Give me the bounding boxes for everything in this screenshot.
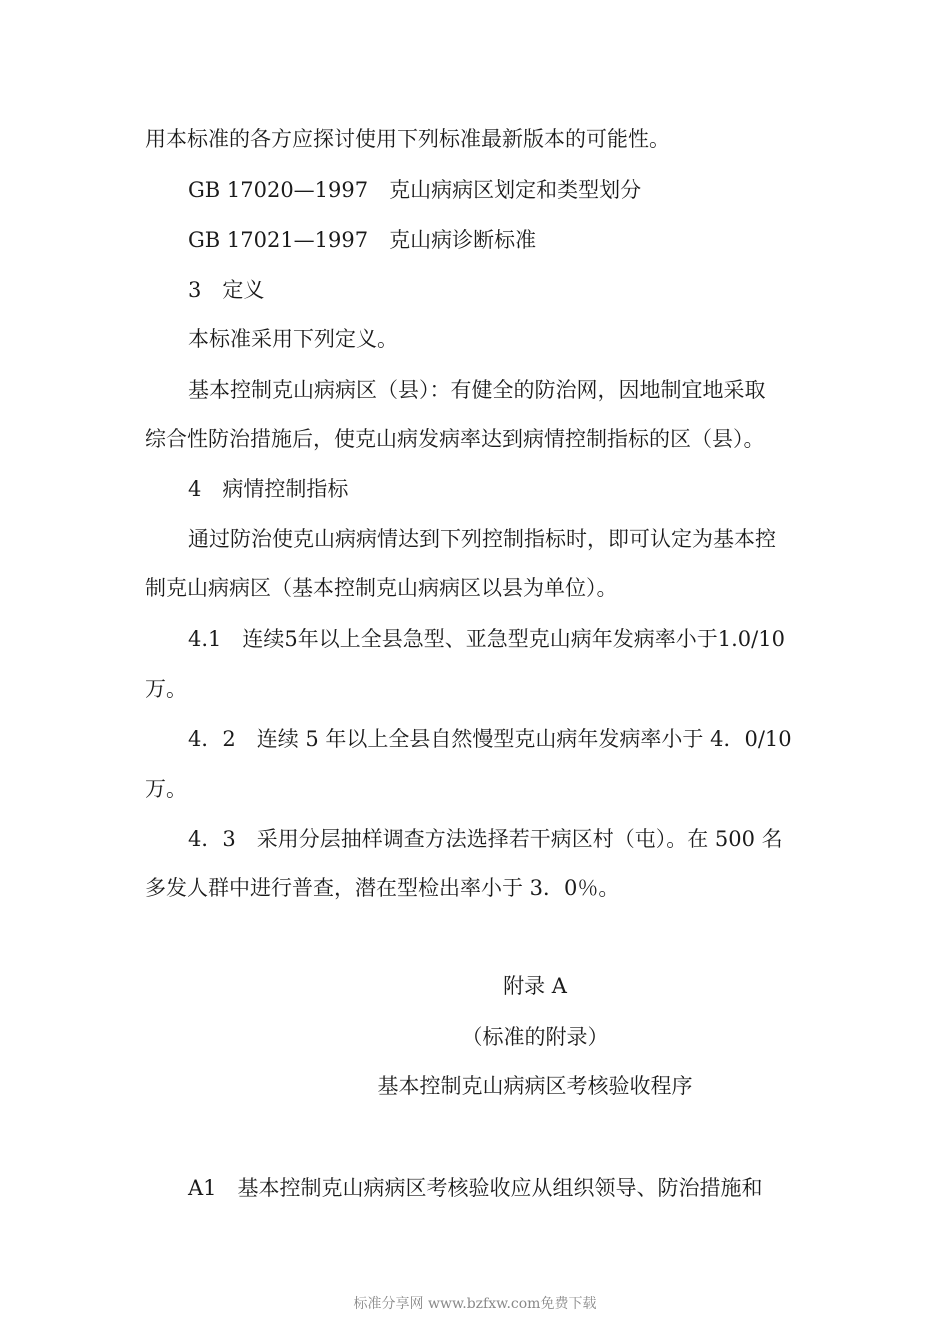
section-heading: 4 病情控制指标 <box>188 477 349 501</box>
clause-line: 万。 <box>145 777 187 801</box>
appendix-title: 基本控制克山病病区考核验收程序 <box>377 1074 693 1098</box>
body-text-line: 用本标准的各方应探讨使用下列标准最新版本的可能性。 <box>145 127 670 151</box>
clause-line: 4．3 采用分层抽样调查方法选择若干病区村（屯）。在 500 名 <box>188 827 783 851</box>
footer-watermark: 标准分享网 www.bzfxw.com免费下载 <box>353 1296 597 1312</box>
definition-line: 基本控制克山病病区（县）：有健全的防治网，因地制宜地采取 <box>188 378 766 402</box>
appendix-label: 附录 A <box>503 974 567 998</box>
clause-line: 4．2 连续 5 年以上全县自然慢型克山病年发病率小于 4．0/10 <box>188 727 792 751</box>
appendix-clause-line: A1 基本控制克山病病区考核验收应从组织领导、防治措施和 <box>188 1176 763 1200</box>
reference-standard-line: GB 17021—1997 克山病诊断标准 <box>188 228 537 252</box>
reference-standard-line: GB 17020—1997 克山病病区划定和类型划分 <box>188 178 642 202</box>
clause-line: 万。 <box>145 677 187 701</box>
body-text-line: 制克山病病区（基本控制克山病病区以县为单位）。 <box>145 576 618 600</box>
body-text-line: 通过防治使克山病病情达到下列控制指标时，即可认定为基本控 <box>188 527 776 551</box>
appendix-subtitle: （标准的附录） <box>461 1025 609 1049</box>
definition-line: 综合性防治措施后，使克山病发病率达到病情控制指标的区（县）。 <box>145 427 765 451</box>
section-heading: 3 定义 <box>188 278 265 302</box>
clause-line: 多发人群中进行普查，潜在型检出率小于 3．0％。 <box>145 876 620 900</box>
body-text-line: 本标准采用下列定义。 <box>188 327 398 351</box>
clause-line: 4.1 连续5年以上全县急型、亚急型克山病年发病率小于1.0/10 <box>188 627 785 651</box>
